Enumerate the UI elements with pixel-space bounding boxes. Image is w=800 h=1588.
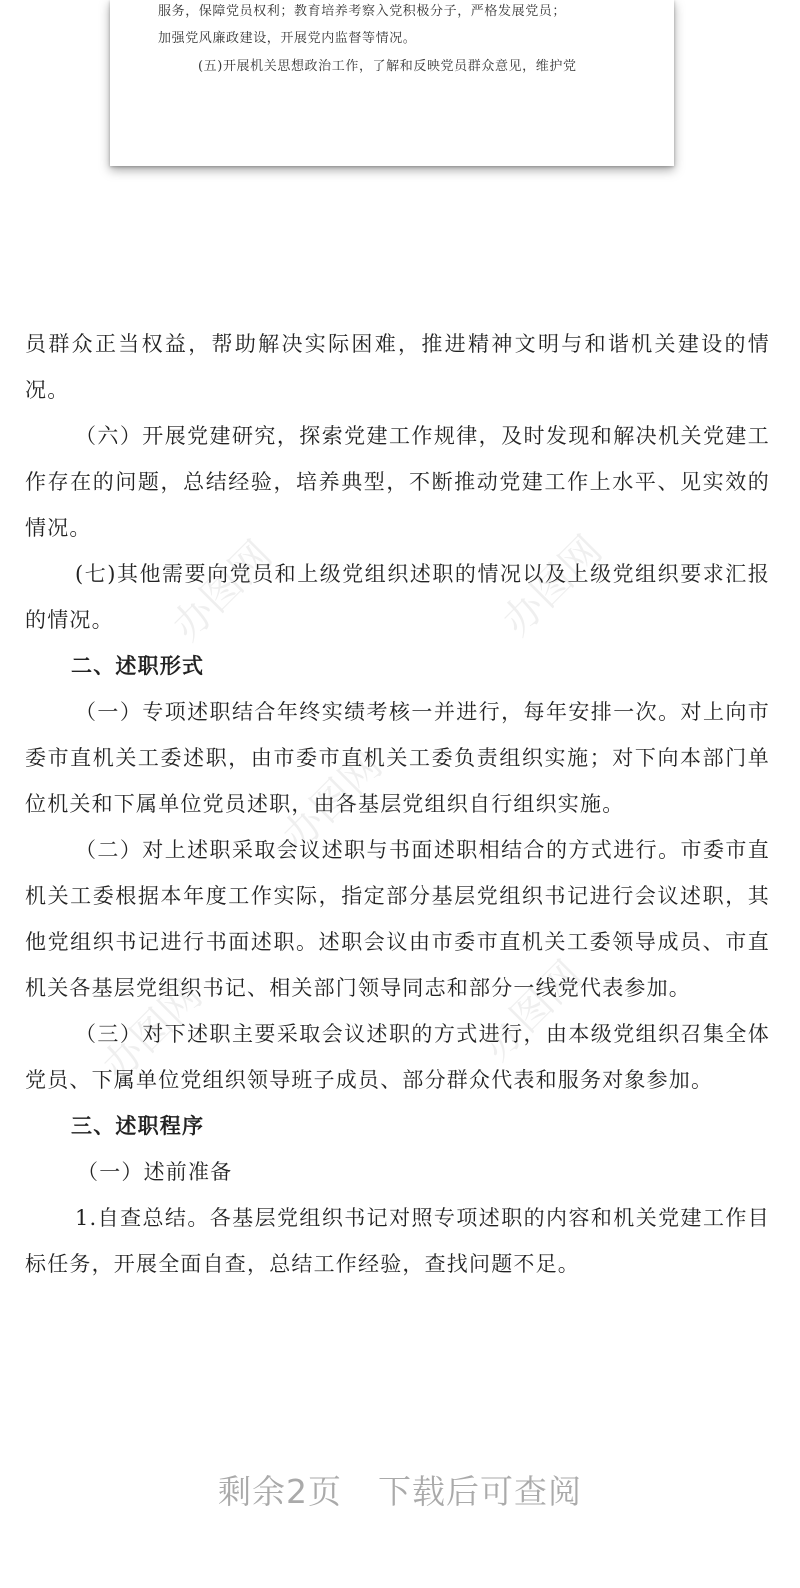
paragraph: 1.自查总结。各基层党组织书记对照专项述职的内容和机关党建工作目标任务，开展全面自查，总结工作经验，查找问题不足。	[25, 1206, 770, 1276]
download-to-view-label: 下载后可查阅	[378, 1472, 582, 1511]
watermark: 办图网	[163, 532, 282, 650]
watermark: 办图网	[93, 972, 212, 1090]
preview-line: 服务，保障党员权利；教育培养考察入党积极分子，严格发展党员；	[158, 4, 567, 19]
section-heading: 二、述职形式	[71, 654, 205, 678]
document-body	[25, 321, 770, 1287]
subsection-heading: （一）述前准备	[77, 1160, 233, 1184]
paragraph: （一）专项述职结合年终实绩考核一并进行，每年安排一次。对上向市委市直机关工委述职，由市委市直机关工委负责组织实施；对下向本部门单位机关和下属单位党员述职，由各基层党组织自行组织实施。	[25, 700, 770, 816]
paragraph: （二）对上述职采取会议述职与书面述职相结合的方式进行。市委市直机关工委根据本年度工作实际，指定部分基层党组织书记进行会议述职，其他党组织书记进行书面述职。述职会议由市委市直机关工委领导成员、市直机关各基层党组织书记、相关部门领导同志和部分一线党代表参加。	[25, 838, 770, 1000]
page-preview-card	[110, 0, 674, 166]
watermark: 办图网	[493, 527, 612, 645]
remaining-pages-label: 剩余2页	[218, 1472, 342, 1511]
watermark: 办图网	[273, 742, 392, 860]
paragraph: （三）对下述职主要采取会议述职的方式进行，由本级党组织召集全体党员、下属单位党组织领导班子成员、部分群众代表和服务对象参加。	[25, 1022, 770, 1092]
paragraph: 员群众正当权益，帮助解决实际困难，推进精神文明与和谐机关建设的情况。	[25, 332, 770, 402]
download-prompt[interactable]	[0, 1466, 800, 1513]
preview-line: 加强党风廉政建设，开展党内监督等情况。	[158, 31, 417, 46]
paragraph: (七)其他需要向党员和上级党组织述职的情况以及上级党组织要求汇报的情况。	[25, 562, 770, 632]
paragraph: （六）开展党建研究，探索党建工作规律，及时发现和解决机关党建工作存在的问题，总结经验，培养典型，不断推动党建工作上水平、见实效的情况。	[25, 424, 770, 540]
section-heading: 三、述职程序	[71, 1114, 205, 1138]
watermark: 办图网	[473, 952, 592, 1070]
preview-line: (五)开展机关思想政治工作，了解和反映党员群众意见，维护党	[198, 59, 577, 74]
